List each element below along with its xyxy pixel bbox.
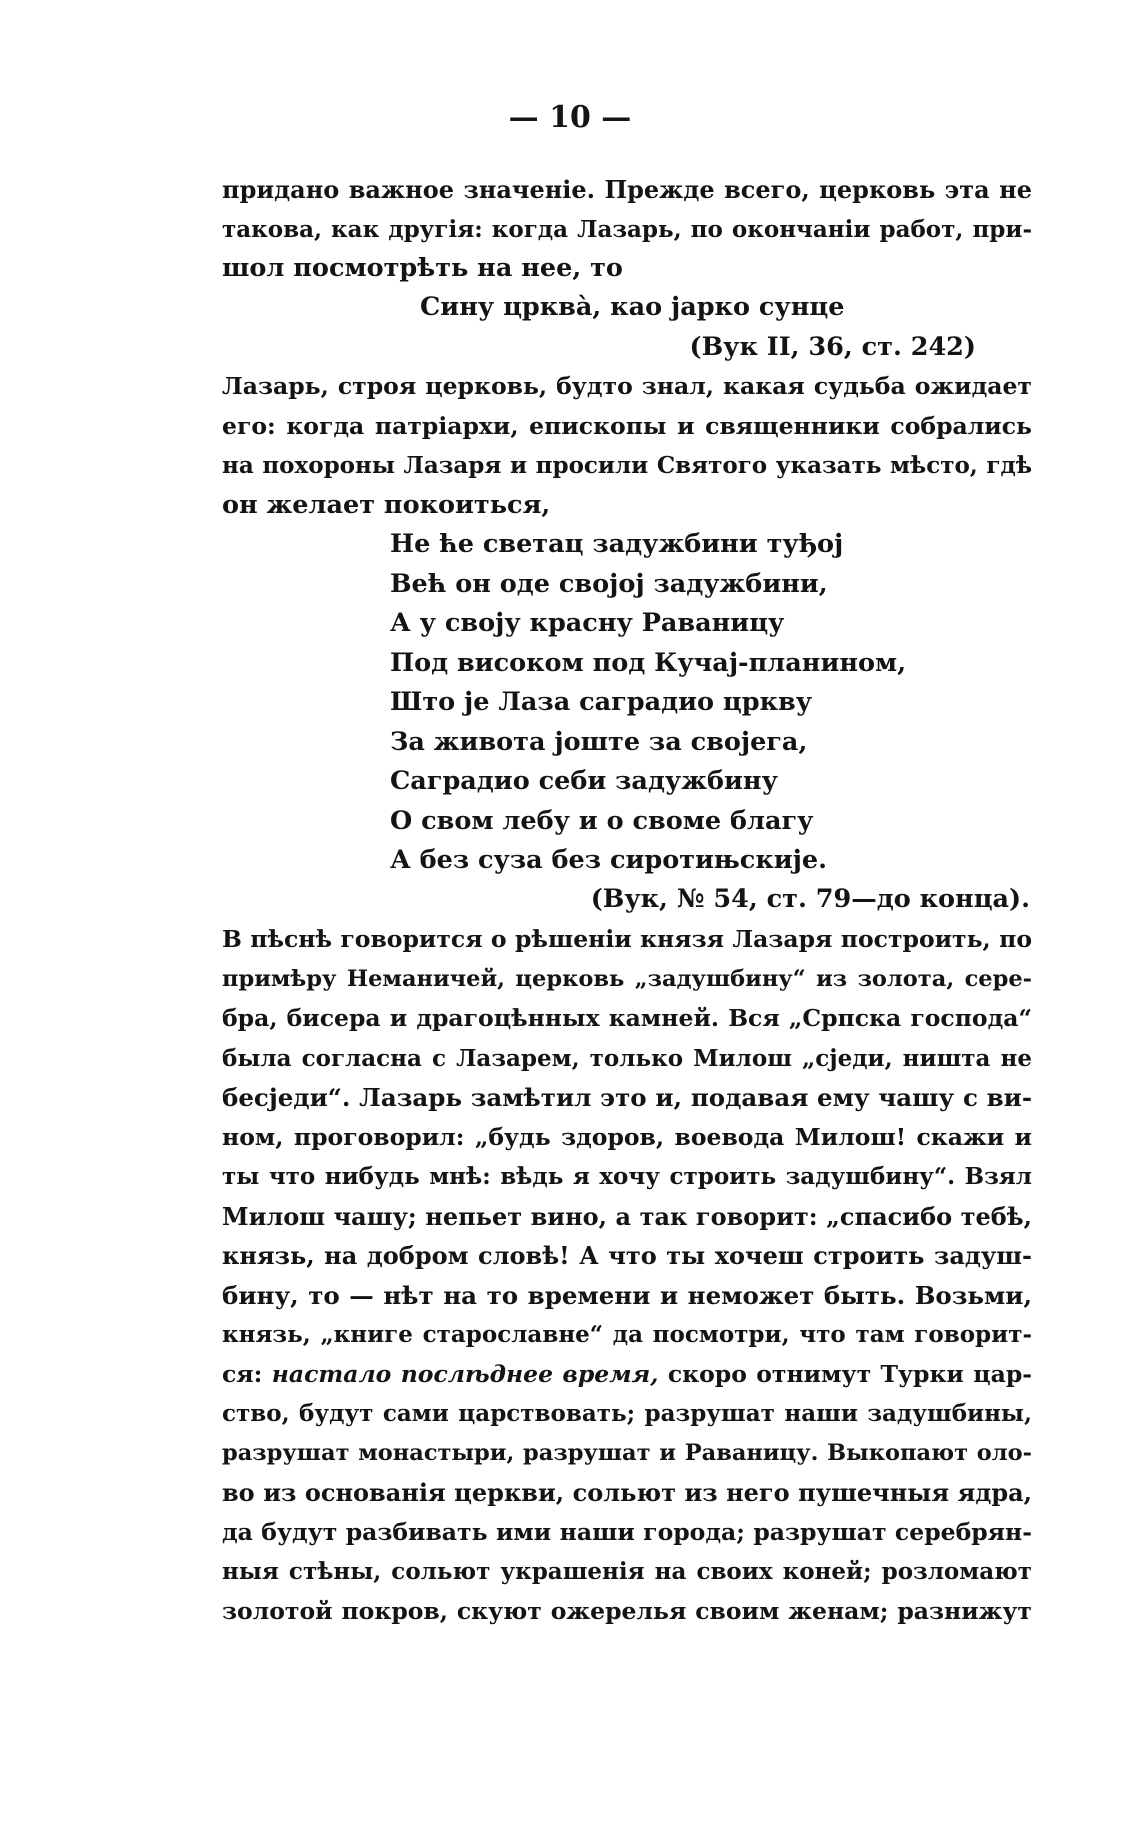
text-line: во из основанія церкви, сольют из него пушечныя ядра, xyxy=(222,1478,1032,1507)
text-line: В пѣснѣ говорится о рѣшеніи князя Лазаря построить, по xyxy=(222,925,1032,953)
verse-line: Не ће светац задужбини туђој xyxy=(390,529,844,559)
verse-line: А у своју красну Раваницу xyxy=(390,608,785,638)
text-line: ныя стѣны, сольют украшенія на своих коней; розломают xyxy=(222,1558,1032,1585)
text-line: ном, проговорил: „будь здоров, воевода Милош! скажи и xyxy=(222,1122,1032,1151)
verse-line: За живота јоште за својега, xyxy=(390,726,808,757)
text-line: бесједи“. Лазарь замѣтил это и, подавая ему чашу с ви- xyxy=(222,1083,1032,1112)
text-line: придано важное значеніе. Прежде всего, церковь эта не xyxy=(222,175,1032,204)
verse-quote-1: Сину црква̀, као јарко сунце xyxy=(420,292,845,322)
verse-line: Под високом под Кучај-планином, xyxy=(390,647,907,678)
text-line: князь, на добром словѣ! А что ты хочеш строить задуш- xyxy=(222,1241,1032,1270)
text-line: ты что нибудь мнѣ: вѣдь я хочу строить задушбину“. Взял xyxy=(222,1163,1032,1190)
text-line: была согласна с Лазарем, только Милош „сједи, ништа не xyxy=(222,1044,1032,1072)
text-line: золотой покров, скуют ожерелья своим женам; разнижут xyxy=(222,1596,1032,1625)
verse-line: Већ он оде својој задужбини, xyxy=(390,568,828,599)
text-line: на похороны Лазаря и просили Святого указать мѣсто, гдѣ xyxy=(222,452,1032,479)
text-line: он желает покоиться, xyxy=(222,489,551,520)
text-line: Лазарь, строя церковь, будто знал, какая судьба ожидает xyxy=(222,372,1032,400)
text-line: примѣру Неманичей, церковь „задушбину“ из золота, сере- xyxy=(222,965,1032,992)
verse-line: О свом лебу и о своме благу xyxy=(390,805,814,836)
verse-line: Што је Лаза саградио цркву xyxy=(390,687,813,717)
text-line: такова, как другія: когда Лазарь, по окончаніи работ, при- xyxy=(222,215,1032,243)
page-number: — 10 — xyxy=(508,100,632,135)
text-line: его: когда патріархи, епископы и священники собрались xyxy=(222,411,1032,440)
paragraph-3 xyxy=(222,920,1032,1631)
text-line: шол посмотрѣть на нее, то xyxy=(222,253,623,283)
paragraph-1 xyxy=(222,170,1032,289)
text-line: разрушат монастыри, разрушат и Раваницу. Выкопают оло- xyxy=(222,1439,1032,1466)
text-segment: скоро отнимут Турки цар- xyxy=(658,1359,1032,1388)
verse-line: А без суза без сиротињскије. xyxy=(390,845,827,875)
text-segment: ся: xyxy=(222,1359,272,1388)
text-line: Милош чашу; непьет вино, а так говорит: „спасибо тебѣ, xyxy=(222,1201,1032,1231)
citation-2: (Вук, № 54, ст. 79—до конца). xyxy=(590,884,1030,914)
text-line: бину, то — нѣт на то времени и неможет быть. Возьми, xyxy=(222,1280,1032,1310)
verse-line: Саградио себи задужбину xyxy=(390,766,778,796)
verse-block-2 xyxy=(390,525,906,881)
text-line: князь, „книге старославне“ да посмотри, что там говорит- xyxy=(222,1321,1032,1348)
text-line: бра, бисера и драгоцѣнных камней. Вся „Српска господа“ xyxy=(222,1004,1032,1032)
text-line: да будут разбивать ими наши города; разрушат серебрян- xyxy=(222,1517,1032,1546)
citation-1: (Вук II, 36, ст. 242) xyxy=(689,332,976,362)
italic-phrase: настало послѣднее время, xyxy=(271,1359,659,1388)
text-line-mixed xyxy=(222,1355,1032,1395)
paragraph-2 xyxy=(222,367,1032,525)
text-line: ство, будут сами царствовать; разрушат наши задушбины, xyxy=(222,1400,1032,1427)
